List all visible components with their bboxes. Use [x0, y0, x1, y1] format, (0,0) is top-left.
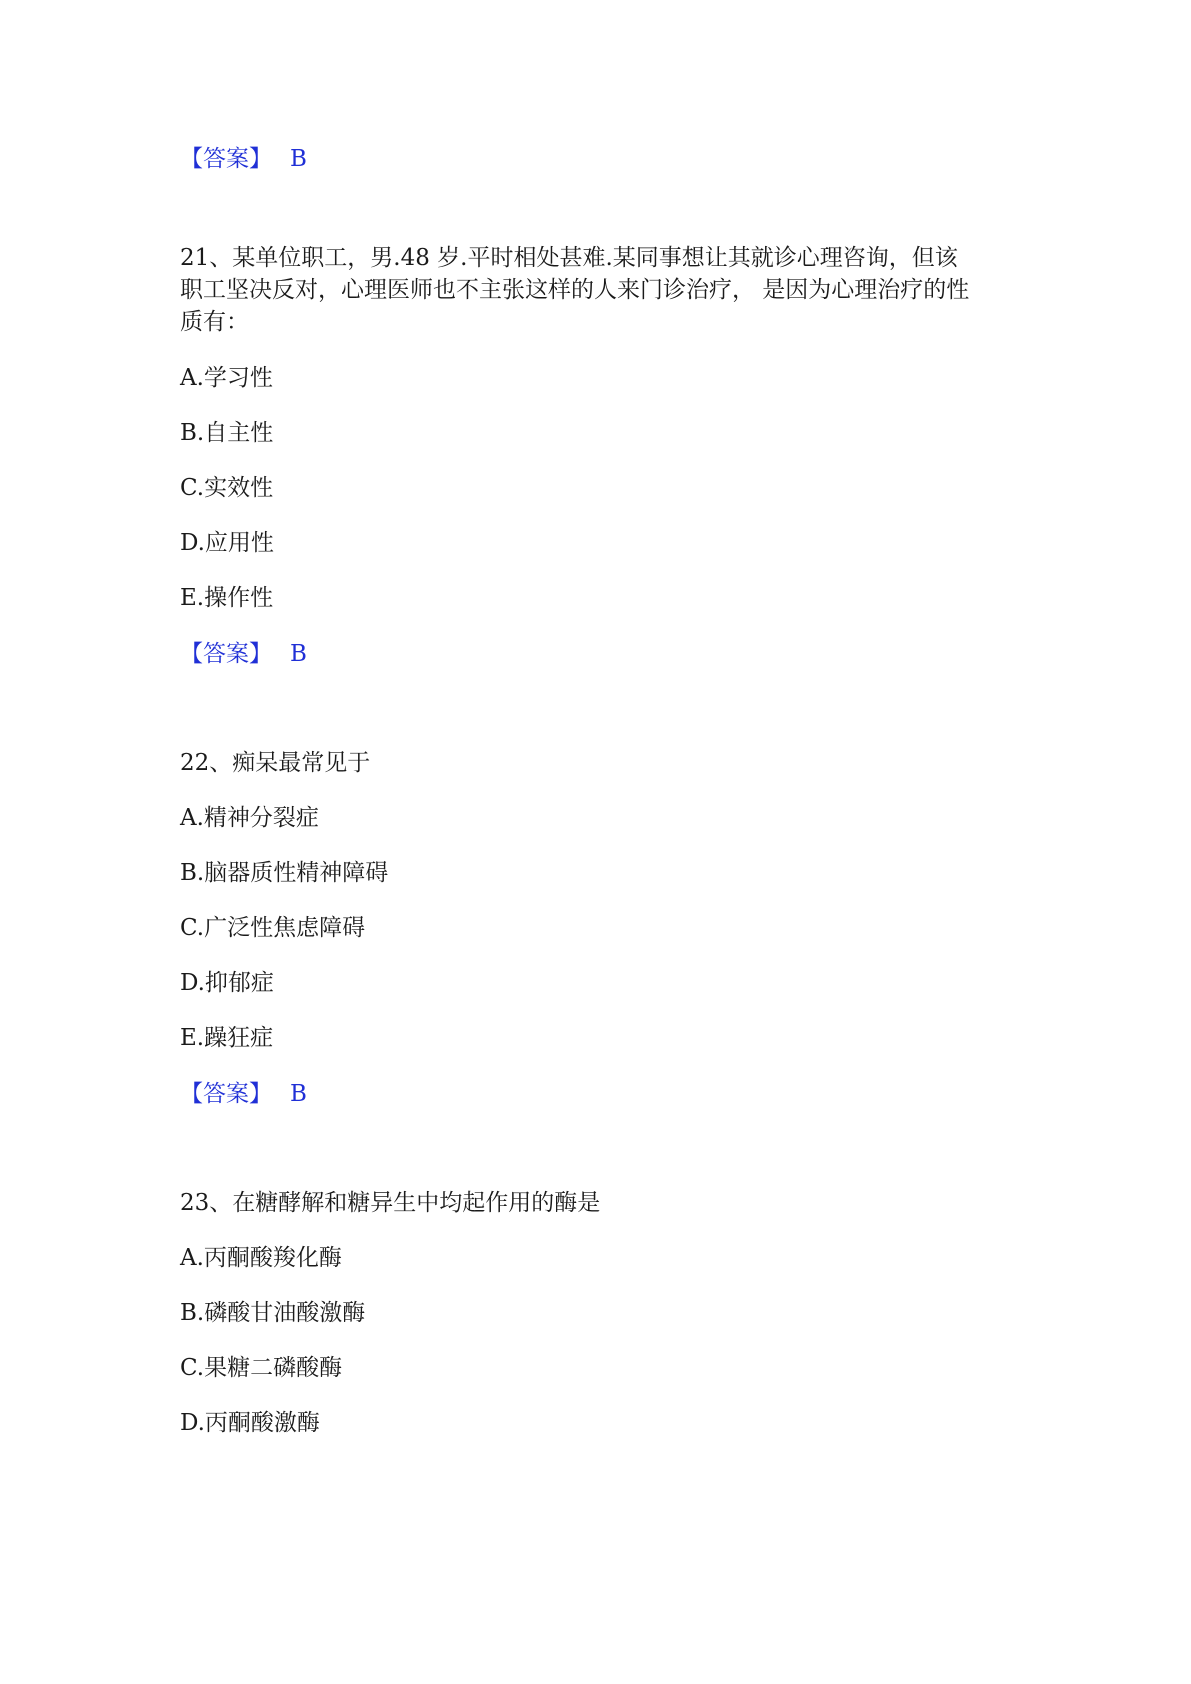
option-c: C.实效性: [180, 475, 274, 501]
answer-value: B: [290, 146, 307, 172]
answer-label: 【答案】: [180, 641, 272, 667]
option-d: D.应用性: [180, 530, 274, 556]
option-b: B.磷酸甘油酸激酶: [180, 1300, 366, 1326]
answer-line: [180, 1081, 307, 1107]
question-stem-line: 职工坚决反对，心理医师也不主张这样的人来门诊治疗， 是因为心理治疗的性: [180, 277, 970, 303]
answer-value: B: [290, 641, 307, 667]
answer-label: 【答案】: [180, 1081, 272, 1107]
question-stem: 23、在糖酵解和糖异生中均起作用的酶是: [180, 1190, 601, 1216]
option-c: C.果糖二磷酸酶: [180, 1355, 343, 1381]
answer-line: [180, 641, 307, 667]
option-e: E.躁狂症: [180, 1025, 274, 1051]
answer-value: B: [290, 1081, 307, 1107]
answer-label: 【答案】: [180, 146, 272, 172]
question-stem: 22、痴呆最常见于: [180, 750, 371, 776]
option-c: C.广泛性焦虑障碍: [180, 915, 366, 941]
option-a: A.丙酮酸羧化酶: [180, 1245, 342, 1271]
option-e: E.操作性: [180, 585, 274, 611]
question-stem-line: 21、某单位职工，男.48 岁.平时相处甚难.某同事想让其就诊心理咨询，但该: [180, 245, 958, 271]
option-b: B.自主性: [180, 420, 274, 446]
question-stem-line: 质有：: [180, 309, 249, 335]
answer-line: [180, 146, 307, 172]
option-d: D.抑郁症: [180, 970, 274, 996]
option-d: D.丙酮酸激酶: [180, 1410, 320, 1436]
option-b: B.脑器质性精神障碍: [180, 860, 389, 886]
option-a: A.学习性: [180, 365, 273, 391]
option-a: A.精神分裂症: [180, 805, 319, 831]
